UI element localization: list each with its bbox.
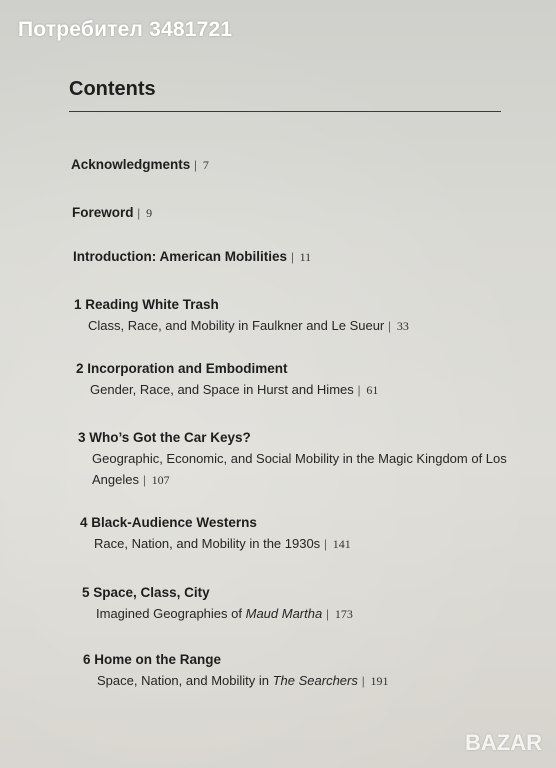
chapter-number: 1 [74, 297, 82, 312]
toc-page-number: 7 [202, 158, 209, 172]
toc-entry-title: Black-Audience Westerns [91, 515, 257, 530]
toc-page-number: 107 [151, 473, 170, 487]
chapter-number: 2 [76, 361, 84, 376]
toc-entry-title: Introduction: American Mobilities [73, 249, 288, 264]
separator: | [194, 157, 197, 172]
toc-entry-title: Who’s Got the Car Keys? [89, 430, 251, 445]
separator: | [361, 673, 365, 688]
chapter-number: 4 [80, 515, 88, 530]
toc-entry-title: Space, Class, City [93, 585, 210, 600]
chapter-number: 3 [78, 430, 86, 445]
toc-entry-title: Acknowledgments [71, 157, 191, 172]
toc-page-number: 61 [366, 383, 379, 397]
toc-entry-foreword [72, 205, 556, 221]
separator: | [137, 205, 141, 220]
toc-page-number: 9 [146, 206, 153, 220]
page-title: Contents [69, 78, 156, 100]
toc-page-number: 33 [396, 319, 409, 333]
toc-entry-subtitle: Imagined Geographies of [96, 606, 246, 621]
toc-entry-title: Foreword [72, 205, 134, 220]
toc-entry-introduction [73, 249, 556, 265]
separator: | [291, 249, 294, 264]
toc-page-number: 141 [332, 537, 351, 551]
toc-entry-chapter-5 [82, 585, 556, 625]
separator: | [142, 472, 146, 487]
toc-entry-chapter-2 [76, 361, 556, 401]
toc-page-number: 173 [334, 607, 353, 621]
bazar-logo-text: BAZAR [465, 730, 542, 755]
toc-entry-chapter-1 [74, 297, 556, 337]
title-rule [69, 111, 501, 112]
toc-page-number: 11 [299, 250, 312, 264]
toc-entry-chapter-3 [78, 430, 556, 491]
toc-entry-acknowledgments [71, 157, 556, 173]
bazar-logo [465, 730, 542, 756]
toc-entry-title: Reading White Trash [85, 297, 219, 312]
separator: | [388, 318, 391, 333]
toc-entry-chapter-6 [83, 652, 556, 692]
chapter-number: 6 [83, 652, 91, 667]
user-watermark: Потребител 3481721 [18, 18, 233, 41]
toc-entry-subtitle: Gender, Race, and Space in Hurst and Himes [90, 382, 354, 397]
toc-entry-chapter-4 [80, 515, 556, 555]
toc-entry-subtitle: Race, Nation, and Mobility in the 1930s [94, 536, 321, 551]
toc-entry-title: Incorporation and Embodiment [87, 361, 288, 376]
toc-entry-subtitle: Space, Nation, and Mobility in [97, 673, 273, 688]
separator: | [324, 536, 327, 551]
chapter-number: 5 [82, 585, 90, 600]
toc-page-number: 191 [370, 674, 389, 688]
separator: | [326, 606, 329, 621]
separator: | [357, 382, 361, 397]
toc-entry-title: Home on the Range [94, 652, 222, 667]
toc-entry-subtitle: Geographic, Economic, and Social Mobility in the Magic Kingdom of Los Angeles [92, 451, 507, 487]
toc-entry-subtitle-title: The Searchers [272, 673, 358, 688]
toc-entry-subtitle: Class, Race, and Mobility in Faulkner and Le Sueur [88, 318, 385, 333]
toc-entry-subtitle-title: Maud Martha [245, 606, 323, 621]
